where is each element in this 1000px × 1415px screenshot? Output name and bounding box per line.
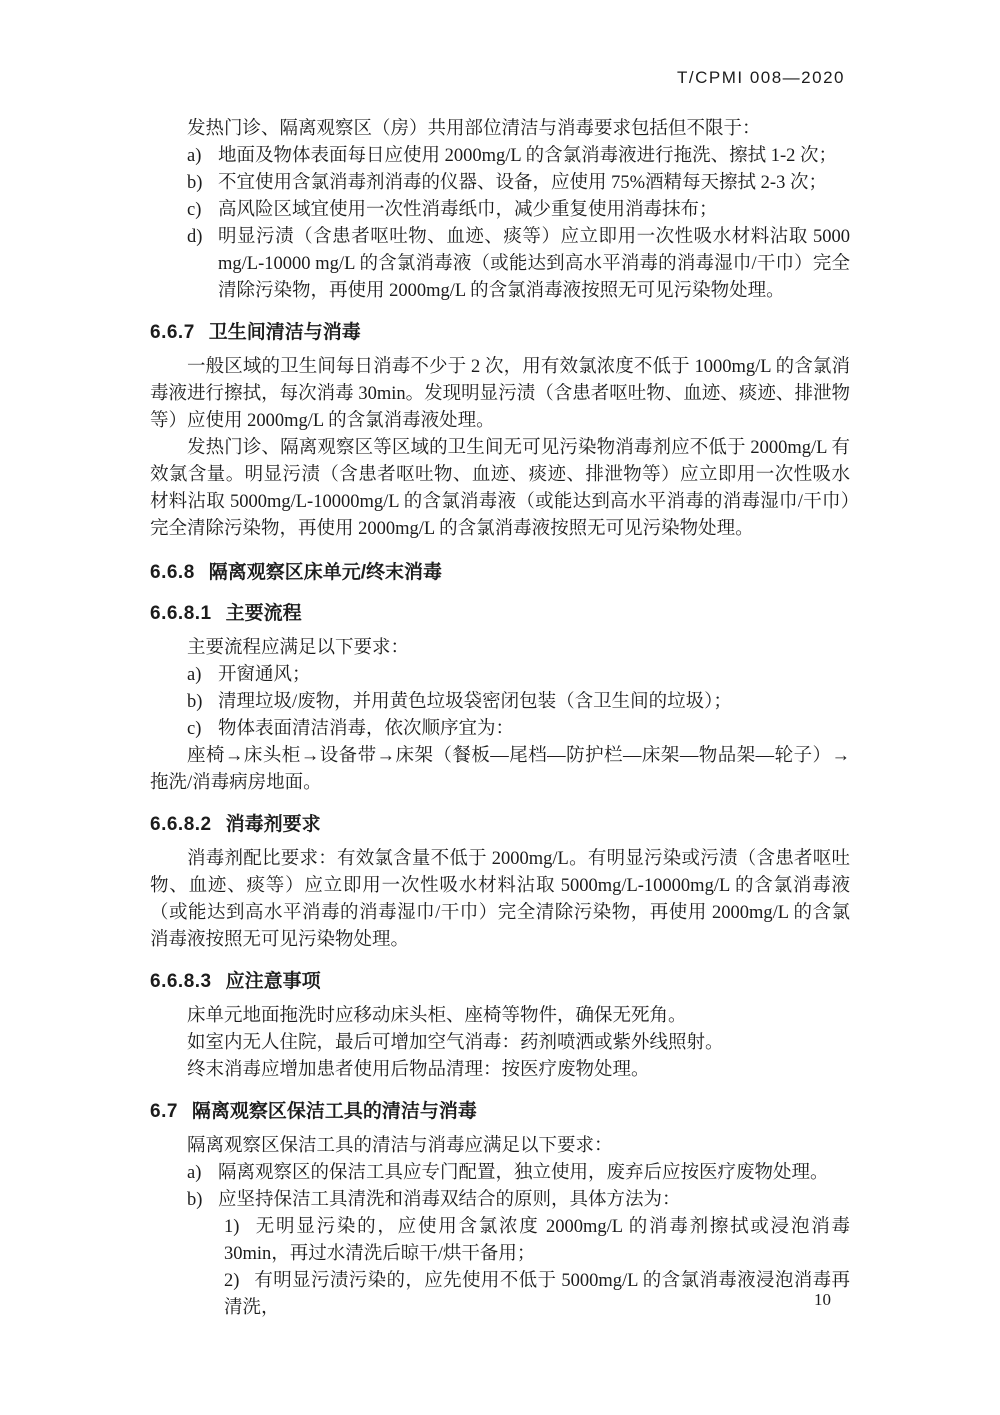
sublist-item-1 (150, 1214, 850, 1268)
heading-title: 隔离观察区保洁工具的清洁与消毒 (191, 1101, 477, 1122)
list-item-text: 不宜使用含氯消毒剂消毒的仪器、设备，应使用 75%酒精每天擦拭 2-3 次； (218, 173, 827, 193)
list-marker: a) (187, 665, 202, 685)
heading-title: 应注意事项 (225, 971, 321, 992)
paragraph-note-3: 终末消毒应增加患者使用后物品清理：按医疗废物处理。 (187, 1060, 650, 1080)
list-item-c (150, 716, 850, 743)
list-item-text: 应坚持保洁工具清洗和消毒双结合的原则，具体方法为： (218, 1190, 681, 1210)
paragraph-6-6-7-2: 发热门诊、隔离观察区等区域的卫生间无可见污染物消毒剂应不低于 2000mg/L 有效氯含量。明显污渍（含患者呕吐物、血迹、痰迹、排泄物等）应立即用一次性吸水材料沾取 5000mg/L-10000mg/L 的含氯消毒液（或能达到高水平消毒的消毒湿巾/干巾）完全清除污染物，再使用 2000mg/L 的含氯消毒液按照无可见污染物处理。 (150, 438, 850, 539)
list-item-b (150, 689, 850, 716)
heading-title: 消毒剂要求 (225, 814, 321, 835)
list-marker: b) (187, 173, 203, 193)
list-item-text: 有明显污渍污染的，应先使用不低于 5000mg/L 的含氯消毒液浸泡消毒再清洗， (224, 1271, 850, 1318)
list-marker: a) (187, 146, 202, 166)
heading-6-7 (150, 1098, 850, 1125)
heading-number: 6.6.8.2 (150, 814, 212, 835)
paragraph-6-6-8-2: 消毒剂配比要求：有效氯含量不低于 2000mg/L。有明显污染或污渍（含患者呕吐物、血迹、痰等）应立即用一次性吸水材料沾取 5000mg/L-10000mg/L 的含氯消毒液（或能达到高水平消毒的消毒湿巾/干巾）完全清除污染物，再使用 2000mg/L 的含氯消毒液按照无可见污染物处理。 (150, 849, 850, 950)
page-number: 10 (814, 1290, 831, 1309)
heading-6-6-8 (150, 559, 850, 586)
list-item-a (150, 662, 850, 689)
list-item-text: 物体表面清洁消毒，依次顺序宜为： (218, 719, 515, 739)
list-cleaning-tools (150, 1160, 850, 1322)
list-main-process (150, 662, 850, 743)
heading-number: 6.6.8 (150, 562, 195, 583)
list-marker: b) (187, 1190, 203, 1210)
heading-title: 卫生间清洁与消毒 (208, 322, 361, 343)
paragraph-6-6-8-1-lead: 主要流程应满足以下要求： (187, 638, 410, 658)
list-item-text: 隔离观察区的保洁工具应专门配置，独立使用，废弃后应按医疗废物处理。 (218, 1163, 829, 1183)
sublist-item-2 (150, 1268, 850, 1322)
list-marker: b) (187, 692, 203, 712)
list-item-d (150, 224, 850, 305)
list-item-c (150, 197, 850, 224)
heading-6-6-8-2 (150, 811, 850, 838)
list-item-a (150, 1160, 850, 1187)
heading-6-6-8-1 (150, 600, 850, 627)
list-item-a (150, 143, 850, 170)
list-item-b (150, 170, 850, 197)
paragraph-note-1: 床单元地面拖洗时应移动床头柜、座椅等物件，确保无死角。 (187, 1006, 687, 1026)
paragraph-6-6-7-1: 一般区域的卫生间每日消毒不少于 2 次，用有效氯浓度不低于 1000mg/L 的含氯消毒液进行擦拭，每次消毒 30min。发现明显污渍（含患者呕吐物、血迹、痰迹、排泄物等）应使用 2000mg/L 的含氯消毒液处理。 (150, 357, 850, 431)
list-marker: d) (187, 227, 203, 247)
paragraph-6-7-lead: 隔离观察区保洁工具的清洁与消毒应满足以下要求： (187, 1136, 613, 1156)
heading-6-6-8-3 (150, 968, 850, 995)
list-marker: 2) (224, 1271, 240, 1291)
list-item-text: 清理垃圾/废物，并用黄色垃圾袋密闭包装（含卫生间的垃圾）； (218, 692, 732, 712)
heading-number: 6.7 (150, 1101, 178, 1122)
list-item-text: 开窗通风； (218, 665, 311, 685)
paragraph-disinfection-sequence: 座椅→床头柜→设备带→床架（餐板—尾档—防护栏—床架—物品架—轮子）→拖洗/消毒病房地面。 (150, 746, 850, 793)
list-common-requirements (150, 143, 850, 305)
list-marker: a) (187, 1163, 202, 1183)
heading-6-6-7 (150, 319, 850, 346)
list-item-text: 无明显污染的，应使用含氯浓度 2000mg/L 的消毒剂擦拭或浸泡消毒 30min，再过水清洗后晾干/烘干备用； (224, 1217, 850, 1264)
heading-title: 隔离观察区床单元/终末消毒 (208, 562, 443, 583)
list-marker: 1) (224, 1217, 240, 1237)
list-item-text: 高风险区域宜使用一次性消毒纸巾，减少重复使用消毒抹布； (218, 200, 718, 220)
paragraph-common-lead: 发热门诊、隔离观察区（房）共用部位清洁与消毒要求包括但不限于： (187, 119, 761, 139)
list-item-text: 地面及物体表面每日应使用 2000mg/L 的含氯消毒液进行拖洗、擦拭 1-2 次； (218, 146, 838, 166)
heading-number: 6.6.8.3 (150, 971, 212, 992)
list-marker: c) (187, 719, 202, 739)
heading-number: 6.6.8.1 (150, 603, 212, 624)
list-item-text: 明显污渍（含患者呕吐物、血迹、痰等）应立即用一次性吸水材料沾取 5000 mg/L-10000 mg/L 的含氯消毒液（或能达到高水平消毒的消毒湿巾/干巾）完全清除污染物，再使用 2000mg/L 的含氯消毒液按照无可见污染物处理。 (218, 227, 850, 301)
heading-title: 主要流程 (225, 603, 302, 624)
heading-number: 6.6.7 (150, 322, 195, 343)
page-content (150, 116, 850, 1322)
paragraph-note-2: 如室内无人住院，最后可增加空气消毒：药剂喷洒或紫外线照射。 (187, 1033, 724, 1053)
doc-code: T/CPMI 008—2020 (676, 68, 845, 87)
list-item-b (150, 1187, 850, 1214)
list-marker: c) (187, 200, 202, 220)
